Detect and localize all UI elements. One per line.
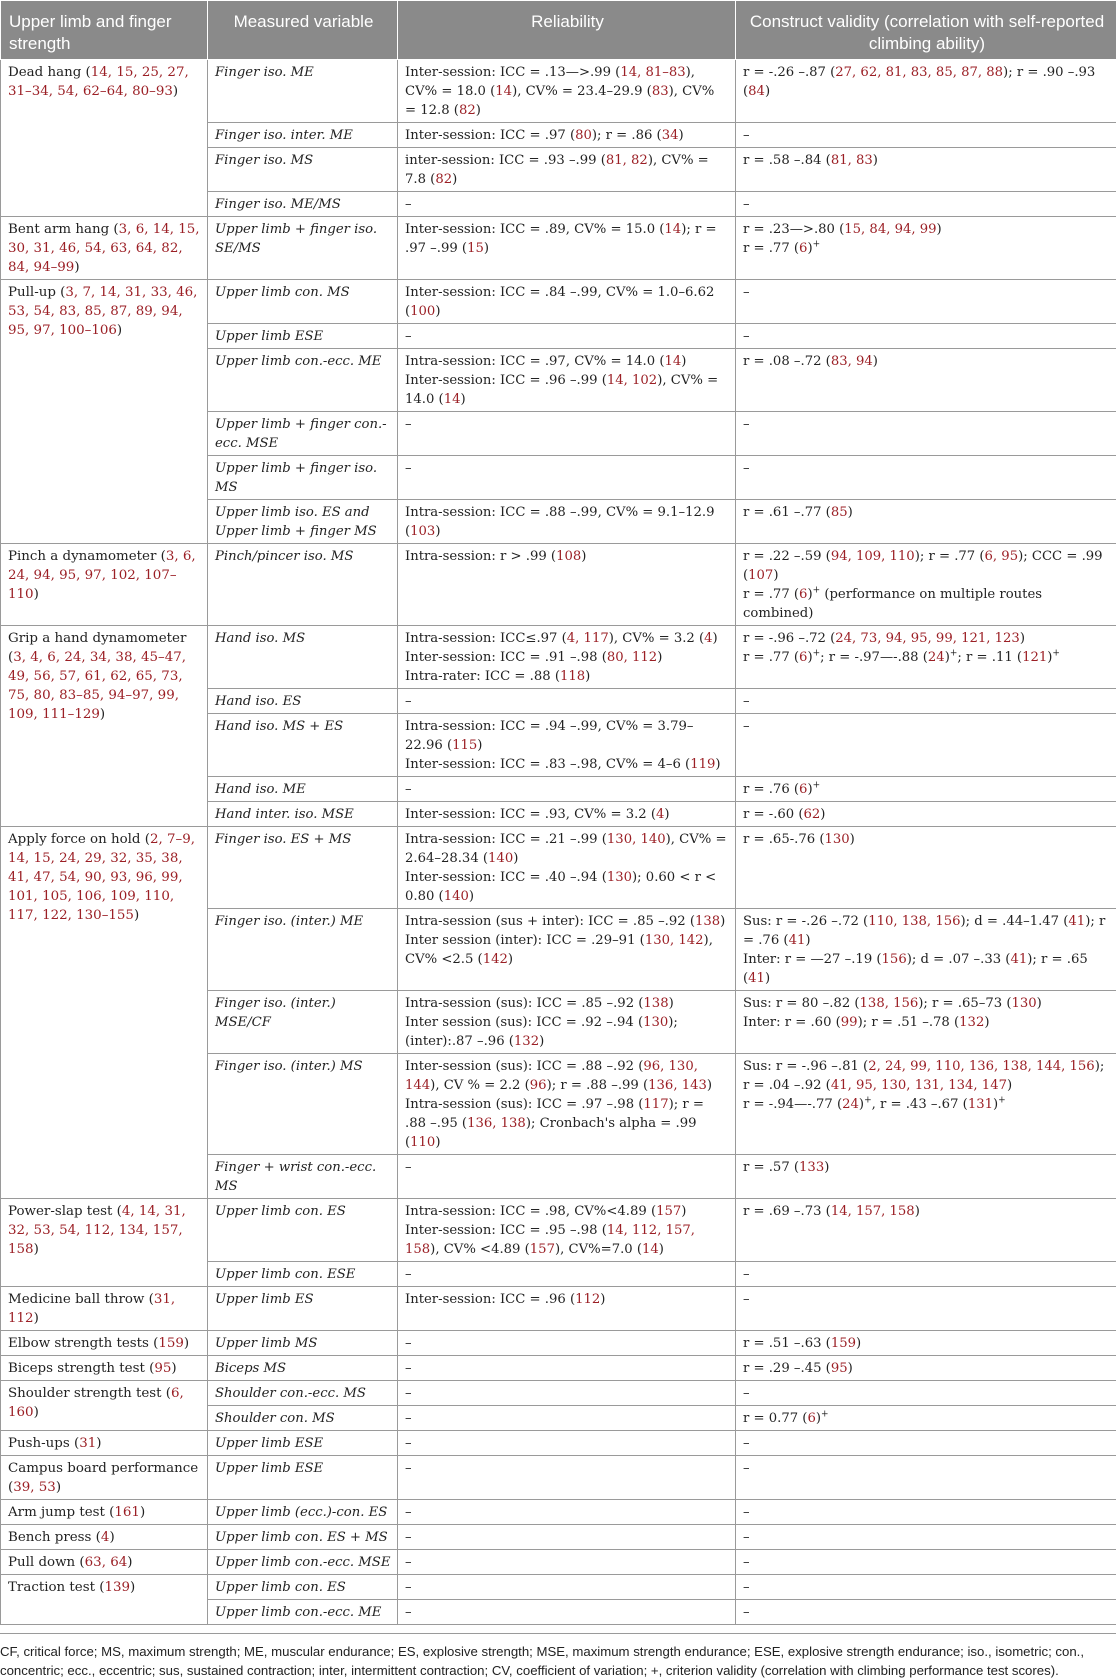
- reliability-cell: inter-session: ICC = .93 –.99 (81, 82), CV% = 7.8 (82): [398, 148, 736, 192]
- reliability-cell: –: [398, 1500, 736, 1525]
- reliability-cell: –: [398, 777, 736, 802]
- measured-variable-cell: Upper limb ESE: [208, 324, 398, 349]
- measured-variable-cell: Hand iso. ME: [208, 777, 398, 802]
- construct-validity-cell: –: [736, 192, 1116, 217]
- measured-variable-cell: Finger + wrist con.-ecc. MS: [208, 1155, 398, 1199]
- construct-validity-cell: –: [736, 1381, 1116, 1406]
- construct-validity-cell: r = -.96 –.72 (24, 73, 94, 95, 99, 121, 123) r = .77 (6)+; r = -.97—-.88 (24)+; r = .11 (121)+: [736, 626, 1116, 689]
- test-name-cell: Shoulder strength test (6, 160): [1, 1381, 208, 1431]
- reliability-cell: –: [398, 192, 736, 217]
- reliability-cell: Intra-session: ICC = .97, CV% = 14.0 (14) Inter-session: ICC = .96 –.99 (14, 102), CV% = 14.0 (14): [398, 349, 736, 412]
- measured-variable-cell: Shoulder con. MS: [208, 1406, 398, 1431]
- construct-validity-cell: –: [736, 123, 1116, 148]
- construct-validity-cell: –: [736, 1456, 1116, 1500]
- measured-variable-cell: Upper limb + finger iso. MS: [208, 456, 398, 500]
- table-row: [1, 1431, 1116, 1456]
- reliability-cell: Inter-session: ICC = .93, CV% = 3.2 (4): [398, 802, 736, 827]
- table-row: [1, 1331, 1116, 1356]
- reliability-cell: Intra-session: ICC = .98, CV%<4.89 (157) Inter-session: ICC = .95 –.98 (14, 112, 157, 158), CV% <4.89 (157), CV%=7.0 (14): [398, 1199, 736, 1262]
- measured-variable-cell: Finger iso. (inter.) ME: [208, 909, 398, 991]
- reliability-cell: –: [398, 1600, 736, 1625]
- table-row: [1, 626, 1116, 689]
- table-row: [1, 1356, 1116, 1381]
- construct-validity-cell: –: [736, 1287, 1116, 1331]
- construct-validity-cell: r = .29 –.45 (95): [736, 1356, 1116, 1381]
- construct-validity-cell: r = .61 –.77 (85): [736, 500, 1116, 544]
- measured-variable-cell: Upper limb iso. ES and Upper limb + finger MS: [208, 500, 398, 544]
- construct-validity-cell: –: [736, 1525, 1116, 1550]
- measured-variable-cell: Finger iso. (inter.) MS: [208, 1054, 398, 1155]
- construct-validity-cell: Sus: r = 80 –.82 (138, 156); r = .65–73 (130) Inter: r = .60 (99); r = .51 –.78 (132): [736, 991, 1116, 1054]
- measured-variable-cell: Upper limb con.-ecc. ME: [208, 349, 398, 412]
- measured-variable-cell: Hand iso. ES: [208, 689, 398, 714]
- measured-variable-cell: Upper limb con. ESE: [208, 1262, 398, 1287]
- test-name-cell: Power-slap test (4, 14, 31, 32, 53, 54, 112, 134, 157, 158): [1, 1199, 208, 1287]
- reliability-cell: –: [398, 1381, 736, 1406]
- construct-validity-cell: –: [736, 412, 1116, 456]
- construct-validity-cell: r = .69 –.73 (14, 157, 158): [736, 1199, 1116, 1262]
- measured-variable-cell: Upper limb ES: [208, 1287, 398, 1331]
- construct-validity-cell: –: [736, 456, 1116, 500]
- test-name-cell: Bent arm hang (3, 6, 14, 15, 30, 31, 46, 54, 63, 64, 82, 84, 94–99): [1, 217, 208, 280]
- reliability-cell: –: [398, 1456, 736, 1500]
- construct-validity-cell: r = .22 –.59 (94, 109, 110); r = .77 (6, 95); CCC = .99 (107) r = .77 (6)+ (performance on multiple routes combined): [736, 544, 1116, 626]
- test-name-cell: Push-ups (31): [1, 1431, 208, 1456]
- measured-variable-cell: Upper limb MS: [208, 1331, 398, 1356]
- reliability-cell: –: [398, 1331, 736, 1356]
- table-row: [1, 1525, 1116, 1550]
- test-name-cell: Medicine ball throw (31, 112): [1, 1287, 208, 1331]
- reliability-cell: Intra-session: ICC = .21 –.99 (130, 140), CV% = 2.64–28.34 (140) Inter-session: ICC = .40 –.94 (130); 0.60 < r < 0.80 (140): [398, 827, 736, 909]
- reliability-cell: Intra-session: ICC≤.97 (4, 117), CV% = 3.2 (4) Inter-session: ICC = .91 –.98 (80, 112) Intra-rater: ICC = .88 (118): [398, 626, 736, 689]
- reliability-cell: Inter-session: ICC = .96 (112): [398, 1287, 736, 1331]
- test-name-cell: Elbow strength tests (159): [1, 1331, 208, 1356]
- test-name-cell: Campus board performance (39, 53): [1, 1456, 208, 1500]
- reliability-cell: –: [398, 1406, 736, 1431]
- reliability-cell: Inter-session (sus): ICC = .88 –.92 (96, 130, 144), CV % = 2.2 (96); r = .88 –.99 (136, 143) Intra-session (sus): ICC = .97 –.98 (117); r = .88 –.95 (136, 138); Cronbach's alpha = .99 (110): [398, 1054, 736, 1155]
- measured-variable-cell: Finger iso. ME/MS: [208, 192, 398, 217]
- construct-validity-cell: r = 0.77 (6)+: [736, 1406, 1116, 1431]
- reliability-cell: –: [398, 1550, 736, 1575]
- measured-variable-cell: Hand iso. MS: [208, 626, 398, 689]
- construct-validity-cell: –: [736, 1575, 1116, 1600]
- construct-validity-cell: –: [736, 280, 1116, 324]
- construct-validity-cell: r = -.26 –.87 (27, 62, 81, 83, 85, 87, 88); r = .90 –.93 (84): [736, 60, 1116, 123]
- measured-variable-cell: Finger iso. (inter.) MSE/CF: [208, 991, 398, 1054]
- construct-validity-cell: –: [736, 1600, 1116, 1625]
- construct-validity-cell: –: [736, 1550, 1116, 1575]
- reliability-cell: –: [398, 1431, 736, 1456]
- measured-variable-cell: Upper limb con.-ecc. ME: [208, 1600, 398, 1625]
- measured-variable-cell: Finger iso. ME: [208, 60, 398, 123]
- table-row: [1, 1199, 1116, 1262]
- measured-variable-cell: Upper limb + finger iso. SE/MS: [208, 217, 398, 280]
- test-name-cell: Pull down (63, 64): [1, 1550, 208, 1575]
- table-header-row: [1, 1, 1116, 60]
- table-row: [1, 280, 1116, 324]
- table-row: [1, 1550, 1116, 1575]
- measured-variable-cell: Pinch/pincer iso. MS: [208, 544, 398, 626]
- table-footnote: CF, critical force; MS, maximum strength; ME, muscular endurance; ES, explosive strength; MSE, maximum strength endurance; ESE, explosive strength endurance; iso., isometric; con., concentric; ecc., eccentric; sus, sustained contraction; inter, intermittent contraction; CV, coefficient of variation; +, criterion validity (correlation with climbing performance test scores).: [0, 1633, 1116, 1680]
- reliability-cell: –: [398, 1525, 736, 1550]
- measured-variable-cell: Upper limb con. ES: [208, 1199, 398, 1262]
- header-measured-variable: Measured variable: [208, 1, 398, 60]
- construct-validity-cell: Sus: r = -.26 –.72 (110, 138, 156); d = .44–1.47 (41); r = .76 (41) Inter: r = —27 –.19 (156); d = .07 –.33 (41); r = .65 (41): [736, 909, 1116, 991]
- measured-variable-cell: Upper limb + finger con.-ecc. MSE: [208, 412, 398, 456]
- table-row: [1, 1456, 1116, 1500]
- table-row: [1, 60, 1116, 123]
- reliability-cell: –: [398, 324, 736, 349]
- construct-validity-cell: –: [736, 1500, 1116, 1525]
- measured-variable-cell: Upper limb con.-ecc. MSE: [208, 1550, 398, 1575]
- table-row: [1, 217, 1116, 280]
- header-test: Upper limb and finger strength: [1, 1, 208, 60]
- measured-variable-cell: Upper limb ESE: [208, 1431, 398, 1456]
- table-row: [1, 544, 1116, 626]
- table-row: [1, 827, 1116, 909]
- test-name-cell: Traction test (139): [1, 1575, 208, 1625]
- test-name-cell: Pinch a dynamometer (3, 6, 24, 94, 95, 97, 102, 107–110): [1, 544, 208, 626]
- construct-validity-cell: r = .23—>.80 (15, 84, 94, 99) r = .77 (6)+: [736, 217, 1116, 280]
- reliability-cell: Inter-session: ICC = .89, CV% = 15.0 (14); r = .97 –.99 (15): [398, 217, 736, 280]
- table-row: [1, 1575, 1116, 1600]
- measured-variable-cell: Upper limb (ecc.)-con. ES: [208, 1500, 398, 1525]
- reliability-cell: Intra-session: ICC = .88 –.99, CV% = 9.1–12.9 (103): [398, 500, 736, 544]
- reliability-cell: –: [398, 1262, 736, 1287]
- reliability-cell: –: [398, 1155, 736, 1199]
- construct-validity-cell: –: [736, 1431, 1116, 1456]
- construct-validity-cell: –: [736, 1262, 1116, 1287]
- table-row: [1, 1500, 1116, 1525]
- construct-validity-cell: r = .58 –.84 (81, 83): [736, 148, 1116, 192]
- reliability-cell: –: [398, 1575, 736, 1600]
- measured-variable-cell: Upper limb ESE: [208, 1456, 398, 1500]
- measured-variable-cell: Upper limb con. ES: [208, 1575, 398, 1600]
- construct-validity-cell: Sus: r = -.96 –.81 (2, 24, 99, 110, 136, 138, 144, 156); r = .04 –.92 (41, 95, 130, 131, 134, 147) r = -.94—-.77 (24)+, r = .43 –.67 (131)+: [736, 1054, 1116, 1155]
- measured-variable-cell: Hand inter. iso. MSE: [208, 802, 398, 827]
- construct-validity-cell: –: [736, 324, 1116, 349]
- measured-variable-cell: Shoulder con.-ecc. MS: [208, 1381, 398, 1406]
- construct-validity-cell: –: [736, 714, 1116, 777]
- construct-validity-cell: r = .57 (133): [736, 1155, 1116, 1199]
- construct-validity-cell: r = -.60 (62): [736, 802, 1116, 827]
- construct-validity-cell: –: [736, 689, 1116, 714]
- table-row: [1, 1287, 1116, 1331]
- header-construct-validity: Construct validity (correlation with self-reported climbing ability): [736, 1, 1116, 60]
- construct-validity-cell: r = .08 –.72 (83, 94): [736, 349, 1116, 412]
- reliability-cell: Intra-session (sus): ICC = .85 –.92 (138) Inter session (sus): ICC = .92 –.94 (130); (inter):.87 –.96 (132): [398, 991, 736, 1054]
- construct-validity-cell: r = .76 (6)+: [736, 777, 1116, 802]
- test-name-cell: Dead hang (14, 15, 25, 27, 31–34, 54, 62–64, 80–93): [1, 60, 208, 217]
- measured-variable-cell: Finger iso. MS: [208, 148, 398, 192]
- measured-variable-cell: Hand iso. MS + ES: [208, 714, 398, 777]
- table-body: [1, 60, 1116, 1625]
- reliability-cell: –: [398, 689, 736, 714]
- test-name-cell: Apply force on hold (2, 7–9, 14, 15, 24, 29, 32, 35, 38, 41, 47, 54, 90, 93, 96, 99, 101, 105, 106, 109, 110, 117, 122, 130–155): [1, 827, 208, 1199]
- measured-variable-cell: Upper limb con. ES + MS: [208, 1525, 398, 1550]
- reliability-cell: Intra-session (sus + inter): ICC = .85 –.92 (138) Inter session (inter): ICC = .29–91 (130, 142), CV% <2.5 (142): [398, 909, 736, 991]
- measured-variable-cell: Biceps MS: [208, 1356, 398, 1381]
- measured-variable-cell: Upper limb con. MS: [208, 280, 398, 324]
- reliability-cell: Intra-session: r > .99 (108): [398, 544, 736, 626]
- test-name-cell: Biceps strength test (95): [1, 1356, 208, 1381]
- test-name-cell: Grip a hand dynamometer (3, 4, 6, 24, 34, 38, 45–47, 49, 56, 57, 61, 62, 65, 73, 75, 80, 83–85, 94–97, 99, 109, 111–129): [1, 626, 208, 827]
- table-row: [1, 1381, 1116, 1406]
- reliability-cell: –: [398, 456, 736, 500]
- construct-validity-cell: r = .51 –.63 (159): [736, 1331, 1116, 1356]
- test-name-cell: Arm jump test (161): [1, 1500, 208, 1525]
- header-reliability: Reliability: [398, 1, 736, 60]
- reliability-cell: Intra-session: ICC = .94 –.99, CV% = 3.79–22.96 (115) Inter-session: ICC = .83 –.98, CV% = 4–6 (119): [398, 714, 736, 777]
- construct-validity-cell: r = .65-.76 (130): [736, 827, 1116, 909]
- reliability-cell: –: [398, 1356, 736, 1381]
- reliability-cell: –: [398, 412, 736, 456]
- reliability-cell: Inter-session: ICC = .97 (80); r = .86 (34): [398, 123, 736, 148]
- measured-variable-cell: Finger iso. ES + MS: [208, 827, 398, 909]
- reliability-cell: Inter-session: ICC = .13—>.99 (14, 81–83), CV% = 18.0 (14), CV% = 23.4–29.9 (83), CV% = 12.8 (82): [398, 60, 736, 123]
- test-name-cell: Bench press (4): [1, 1525, 208, 1550]
- test-name-cell: Pull-up (3, 7, 14, 31, 33, 46, 53, 54, 83, 85, 87, 89, 94, 95, 97, 100–106): [1, 280, 208, 544]
- reliability-cell: Inter-session: ICC = .84 –.99, CV% = 1.0–6.62 (100): [398, 280, 736, 324]
- measured-variable-cell: Finger iso. inter. ME: [208, 123, 398, 148]
